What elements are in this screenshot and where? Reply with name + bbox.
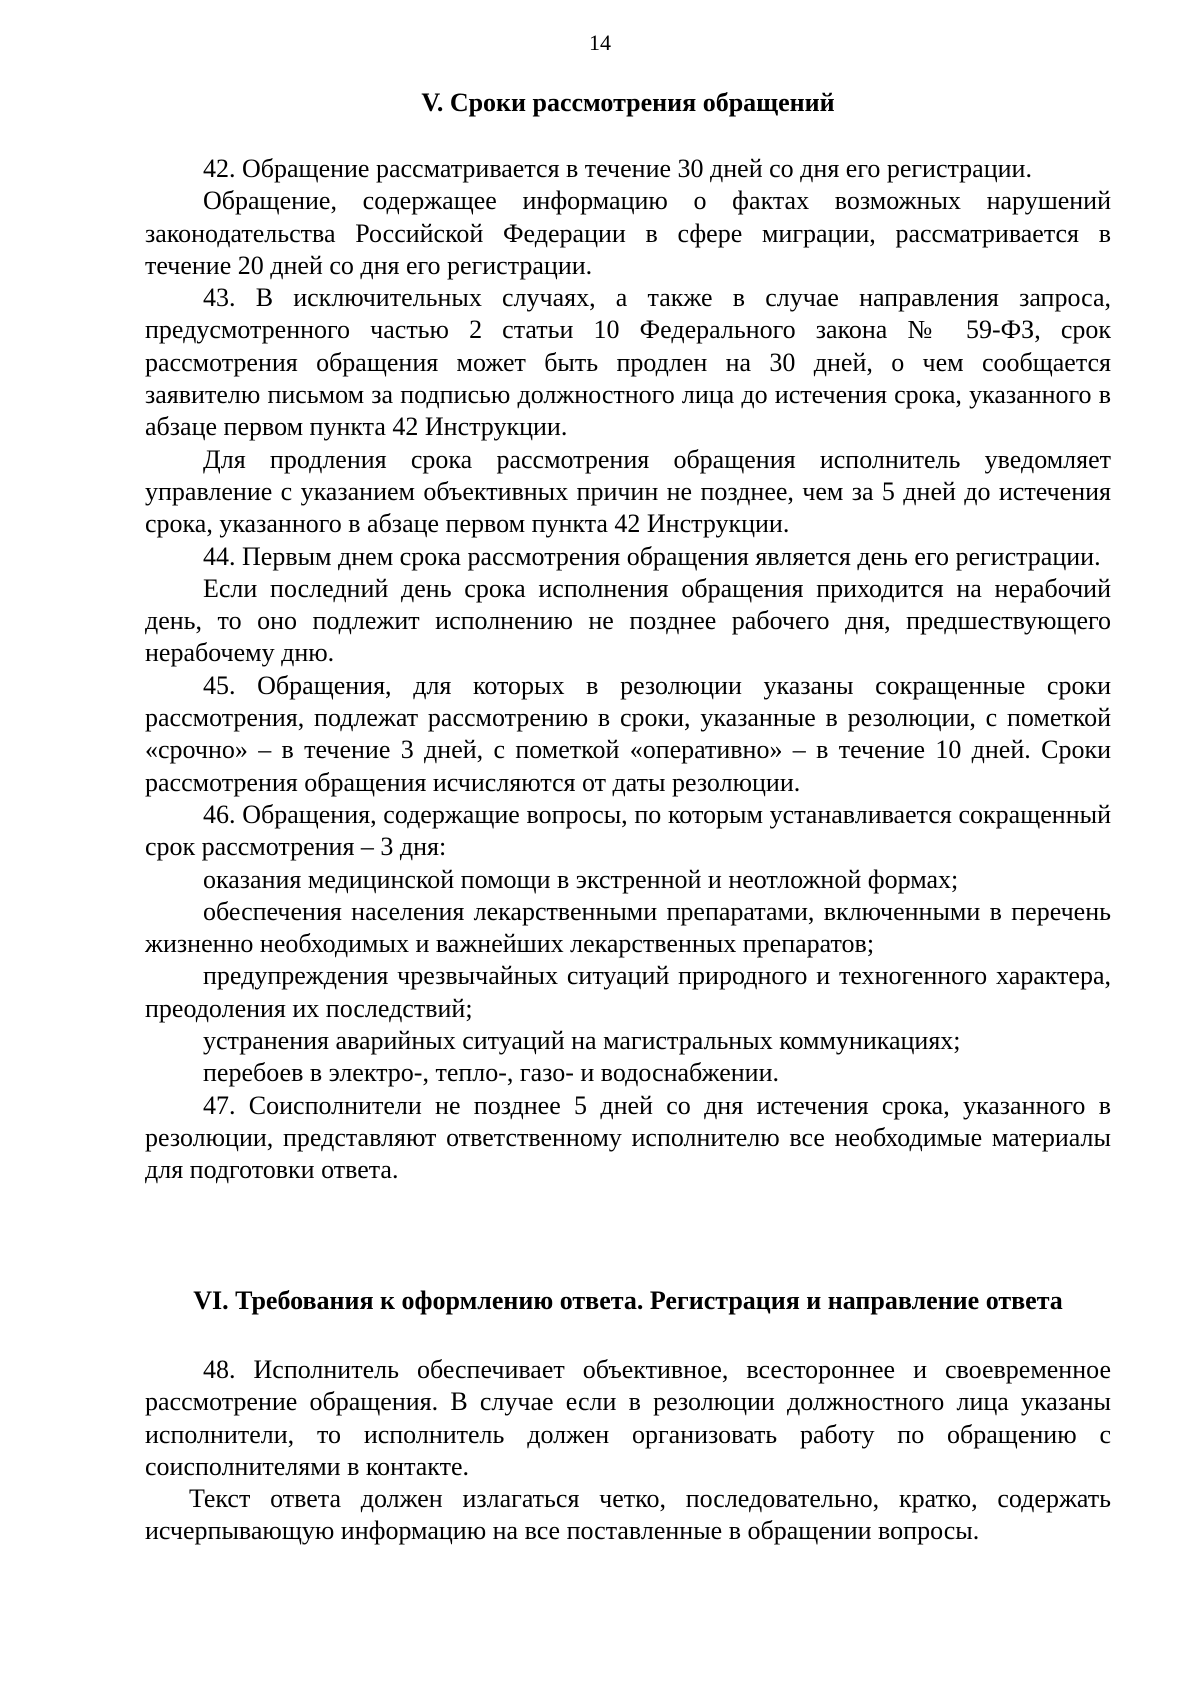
paragraph-43: 43. В исключительных случаях, а также в случае направления запроса, предусмотренного частью 2 статьи 10 Федерального закона № 59-ФЗ, срок рассмотрения обращения может быть продлен на 30 дней, о чем сообщается заявителю письмом за подписью должностного лица до истечения срока, указанного в абзаце первом пункта 42 Инструкции. [145,283,1111,442]
paragraph-42: 42. Обращение рассматривается в течение 30 дней со дня его регистрации. [203,154,1032,183]
paragraph-44: 44. Первым днем срока рассмотрения обращения является день его регистрации. [203,541,1101,571]
paragraph-48: 48. Исполнитель обеспечивает объективное, всестороннее и своевременное рассмотрение обращения. В случае если в резолюции должностного лица указаны исполнители, то исполнитель должен организовать работу по обращению с соисполнителями в контакте. [145,1355,1111,1481]
list-item-accidents: устранения аварийных ситуаций на магистральных коммуникациях; [203,1026,961,1056]
paragraph-42-2: Обращение, содержащее информацию о фактах возможных нарушений законодательства Российской Федерации в сфере миграции, рассматривается в течение 20 дней со дня его регистрации. [145,186,1111,280]
page-number: 14 [589,30,611,55]
paragraph-43-2: Для продления срока рассмотрения обращения исполнитель уведомляет управление с указанием объективных причин не позднее, чем за 5 дней до истечения срока, указанного в абзаце первом пункта 42 Инструкции. [145,444,1111,539]
list-item-utilities: перебоев в электро-, тепло-, газо- и водоснабжении. [203,1058,780,1088]
paragraph-47: 47. Соисполнители не позднее 5 дней со дня истечения срока, указанного в резолюции, представляют ответственному исполнителю все необходимые материалы для подготовки ответа. [145,1090,1111,1185]
list-item-emergencies: предупреждения чрезвычайных ситуаций природного и техногенного характера, преодоления их последствий; [145,961,1111,1023]
section-5-title: V. Сроки рассмотрения обращений [421,88,835,117]
paragraph-48-2: Текст ответа должен излагаться четко, последовательно, кратко, содержать исчерпывающую информацию на все поставленные в обращении вопросы. [145,1484,1111,1546]
paragraph-46: 46. Обращения, содержащие вопросы, по которым устанавливается сокращенный срок рассмотрения – 3 дня: [145,799,1111,862]
paragraph-45: 45. Обращения, для которых в резолюции указаны сокращенные сроки рассмотрения, подлежат рассмотрению в сроки, указанные в резолюции, с пометкой «срочно» – в течение 3 дней, с пометкой «оперативно» – в течение 10 дней. Сроки рассмотрения обращения исчисляются от даты резолюции. [145,670,1111,797]
section-5-body [145,153,1111,1187]
section-6-body [145,1354,1111,1548]
section-6-title: VI. Требования к оформлению ответа. Регистрация и направление ответа [193,1286,1063,1315]
list-item-medicines: обеспечения населения лекарственными препаратами, включенными в перечень жизненно необходимых и важнейших лекарственных препаратов; [145,896,1111,959]
paragraph-44-2: Если последний день срока исполнения обращения приходится на нерабочий день, то оно подлежит исполнению не позднее рабочего дня, предшествующего нерабочему дню. [145,573,1111,668]
list-item-medical: оказания медицинской помощи в экстренной и неотложной формах; [203,864,959,894]
